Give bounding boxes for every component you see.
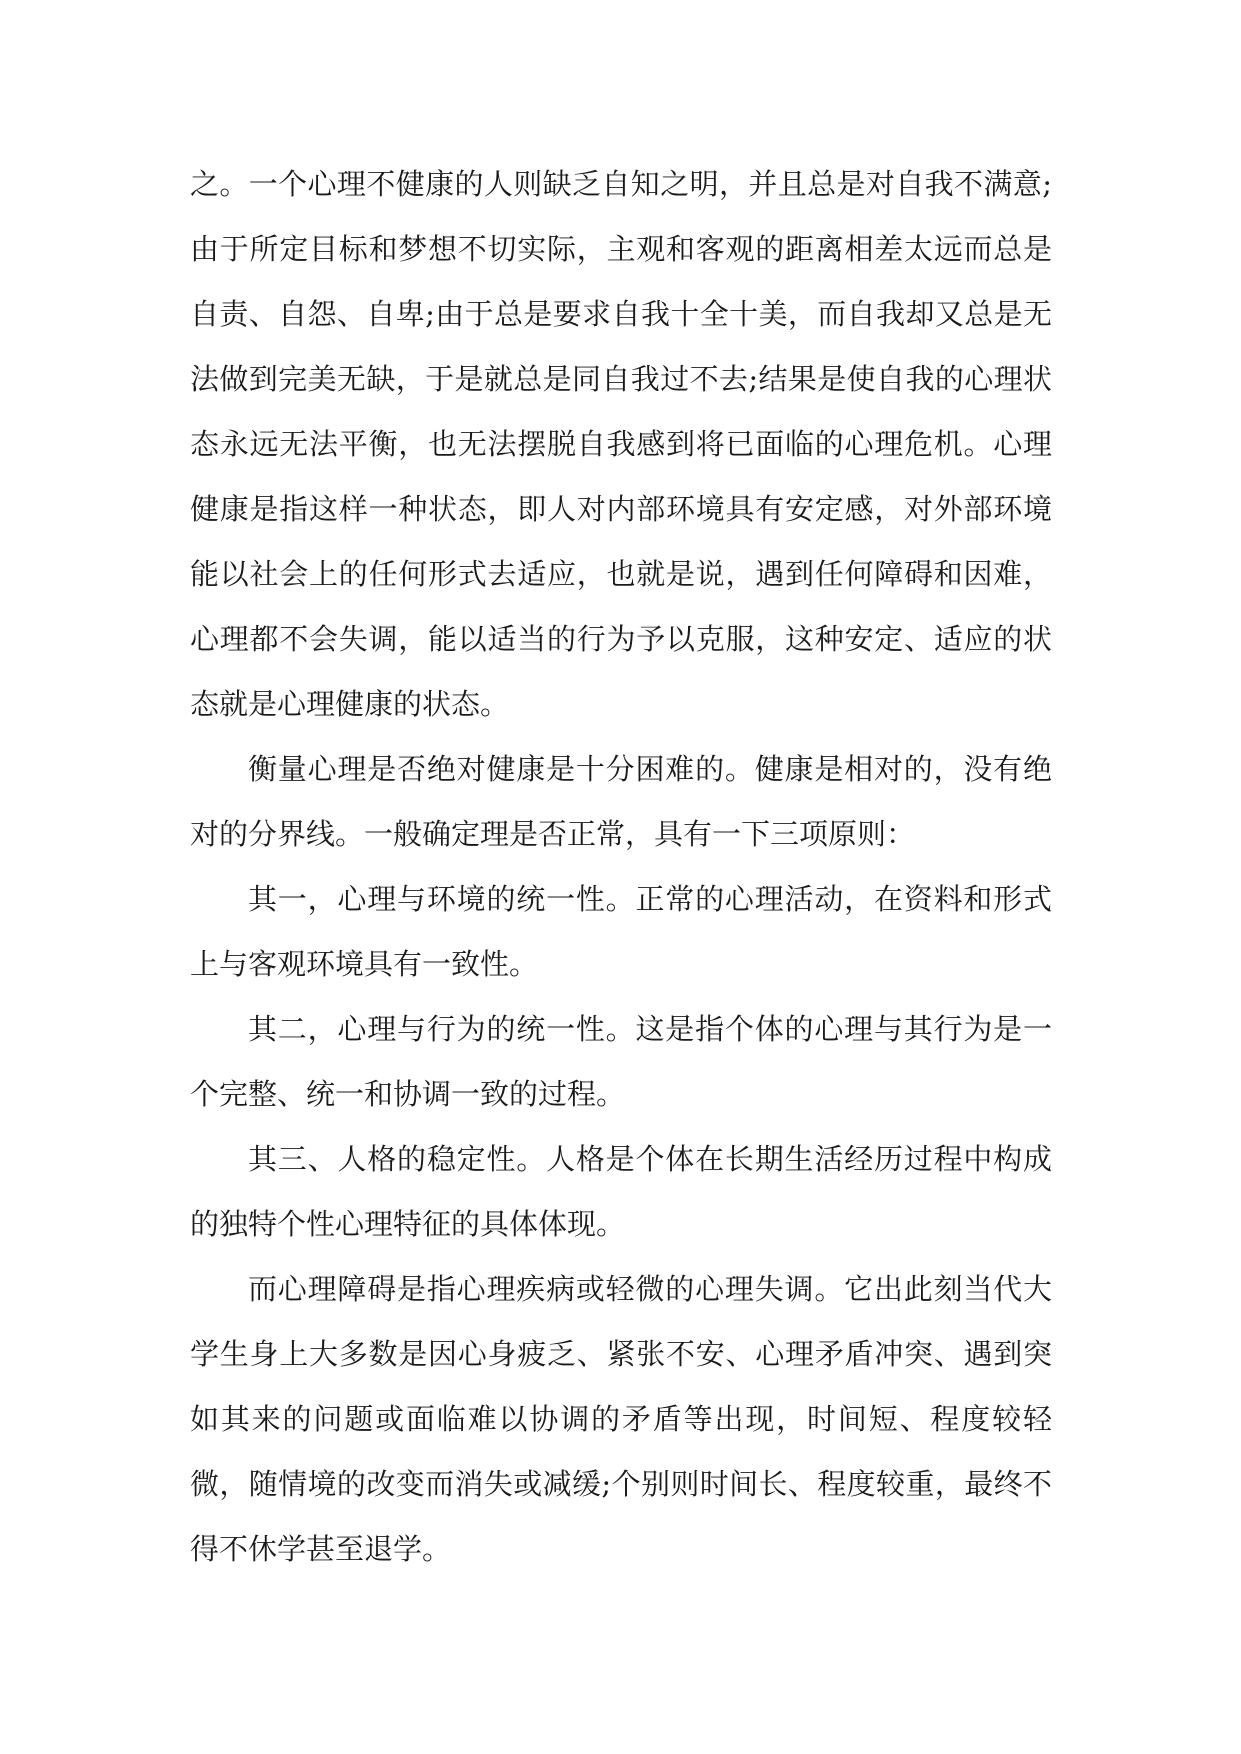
paragraph-continuation: 之。一个心理不健康的人则缺乏自知之明，并且总是对自我不满意;由于所定目标和梦想不切实际，主观和客观的距离相差太远而总是自责、自怨、自卑;由于总是要求自我十全十美，而自我却又总是无法做到完美无缺，于是就总是同自我过不去;结果是使自我的心理状态永远无法平衡，也无法摆脱自我感到将已面临的心理危机。心理健康是指这样一种状态，即人对内部环境具有安定感，对外部环境能以社会上的任何形式去适应，也就是说，遇到任何障碍和因难，心理都不会失调，能以适当的行为予以克服，这种安定、适应的状态就是心理健康的状态。 xyxy=(190,167,1052,721)
paragraph-principle-two: 其二，心理与行为的统一性。这是指个体的心理与其行为是一个完整、统一和协调一致的过程。 xyxy=(190,1012,1052,1111)
paragraph-principle-three: 其三、人格的稳定性。人格是个体在长期生活经历过程中构成的独特个性心理特征的具体体现。 xyxy=(190,1142,1052,1241)
body-text xyxy=(190,152,1052,1582)
paragraph-principle-one: 其一，心理与环境的统一性。正常的心理活动，在资料和形式上与客观环境具有一致性。 xyxy=(190,882,1052,981)
paragraph-psychological-disorder: 而心理障碍是指心理疾病或轻微的心理失调。它出此刻当代大学生身上大多数是因心身疲乏、紧张不安、心理矛盾冲突、遇到突如其来的问题或面临难以协调的矛盾等出现，时间短、程度较轻微，随情境的改变而消失或减缓;个别则时间长、程度较重，最终不得不休学甚至退学。 xyxy=(190,1272,1052,1566)
paragraph-measurement: 衡量心理是否绝对健康是十分困难的。健康是相对的，没有绝对的分界线。一般确定理是否正常，具有一下三项原则： xyxy=(190,752,1052,851)
